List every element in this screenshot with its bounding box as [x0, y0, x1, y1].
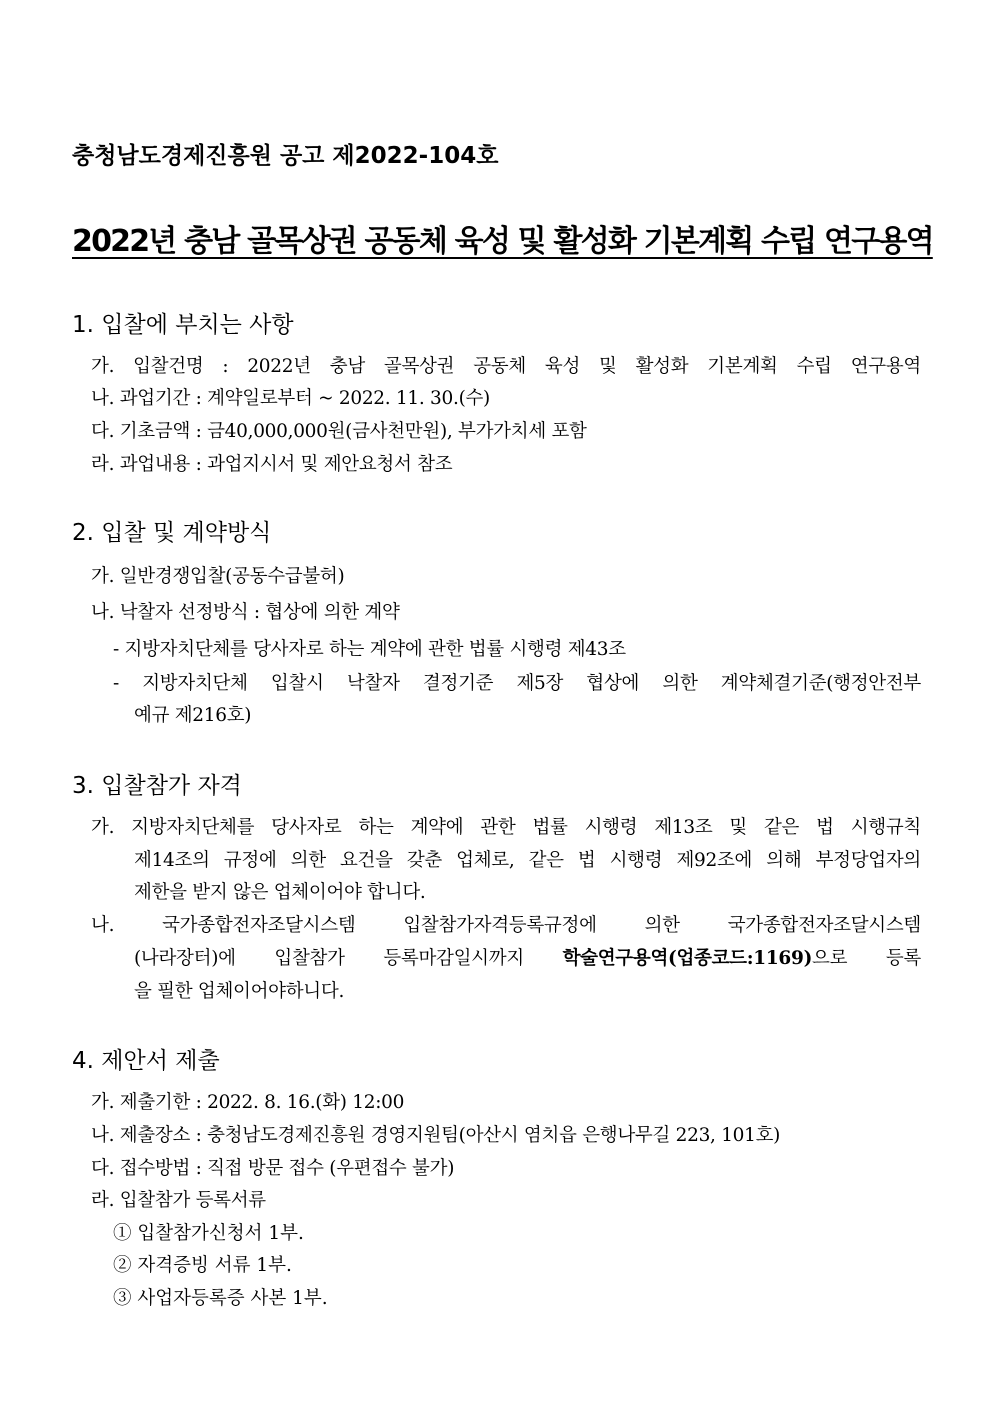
section-1-item-d: 라. 과업내용 : 과업지시서 및 제안요청서 참조	[91, 454, 453, 475]
section-4-item-a: 가. 제출기한 : 2022. 8. 16.(화) 12:00	[91, 1092, 405, 1113]
section-2-heading: 2. 입찰 및 계약방식	[72, 520, 272, 546]
section-2-item-b-sub-1: - 지방자치단체를 당사자로 하는 계약에 관한 법률 시행령 제43조	[113, 639, 626, 660]
section-2-item-b: 나. 낙찰자 선정방식 : 협상에 의한 계약	[91, 602, 400, 623]
section-3-item-b-line-2-text: (나라장터)에 입찰참가 등록마감일시까지	[134, 948, 563, 969]
section-1-item-c: 다. 기초금액 : 금40,000,000원(금사천만원), 부가가치세 포함	[91, 421, 587, 442]
section-3-item-b-line-1: 나. 국가종합전자조달시스템 입찰참가자격등록규정에 의한 국가종합전자조달시스템	[91, 915, 921, 936]
section-3-item-b-line-3: 을 필한 업체이어야하니다.	[134, 981, 345, 1002]
section-3-item-a-line-2: 제14조의 규정에 의한 요건을 갖춘 업체로, 같은 법 시행령 제92조에 의해 부정당업자의	[134, 850, 921, 871]
section-4-item-d-doc-1: ① 입찰참가신청서 1부.	[113, 1223, 304, 1244]
section-3-heading: 3. 입찰참가 자격	[72, 773, 242, 799]
notice-number: 충청남도경제진흥원 공고 제2022-104호	[72, 143, 499, 169]
section-4-heading: 4. 제안서 제출	[72, 1048, 220, 1074]
section-4-item-c: 다. 접수방법 : 직접 방문 접수 (우편접수 불가)	[91, 1158, 455, 1179]
section-3-item-b-line-2-suffix: 으로 등록	[812, 948, 921, 969]
section-3-item-a-line-1: 가. 지방자치단체를 당사자로 하는 계약에 관한 법률 시행령 제13조 및 같은 법 시행규칙	[91, 817, 921, 838]
section-4-item-d-doc-3: ③ 사업자등록증 사본 1부.	[113, 1288, 328, 1309]
section-2-item-b-sub-2: - 지방자치단체 입찰시 낙찰자 결정기준 제5장 협상에 의한 계약체결기준(행정안전부	[113, 673, 921, 694]
section-3-item-a-line-3: 제한을 받지 않은 업체이어야 합니다.	[134, 882, 426, 903]
section-1-item-a: 가. 입찰건명 : 2022년 충남 골목상권 공동체 육성 및 활성화 기본계획 수립 연구용역	[91, 356, 921, 377]
section-3-item-b-line-2	[134, 944, 921, 970]
section-4-item-d-doc-2: ② 자격증빙 서류 1부.	[113, 1255, 292, 1276]
section-2-item-b-sub-2-continued: 예규 제216호)	[134, 705, 252, 726]
section-1-heading: 1. 입찰에 부치는 사항	[72, 312, 294, 338]
section-1-item-b: 나. 과업기간 : 계약일로부터 ~ 2022. 11. 30.(수)	[91, 388, 490, 409]
section-4-item-d: 라. 입찰참가 등록서류	[91, 1190, 266, 1211]
business-code-highlight: 학술연구용역(업종코드:1169)	[562, 948, 813, 969]
section-2-item-a: 가. 일반경쟁입찰(공동수급불허)	[91, 566, 345, 587]
section-4-item-b: 나. 제출장소 : 충청남도경제진흥원 경영지원팀(아산시 염치읍 은행나무길 223, 101호)	[91, 1125, 781, 1146]
document-title: 2022년 충남 골목상권 공동체 육성 및 활성화 기본계획 수립 연구용역	[72, 224, 933, 259]
